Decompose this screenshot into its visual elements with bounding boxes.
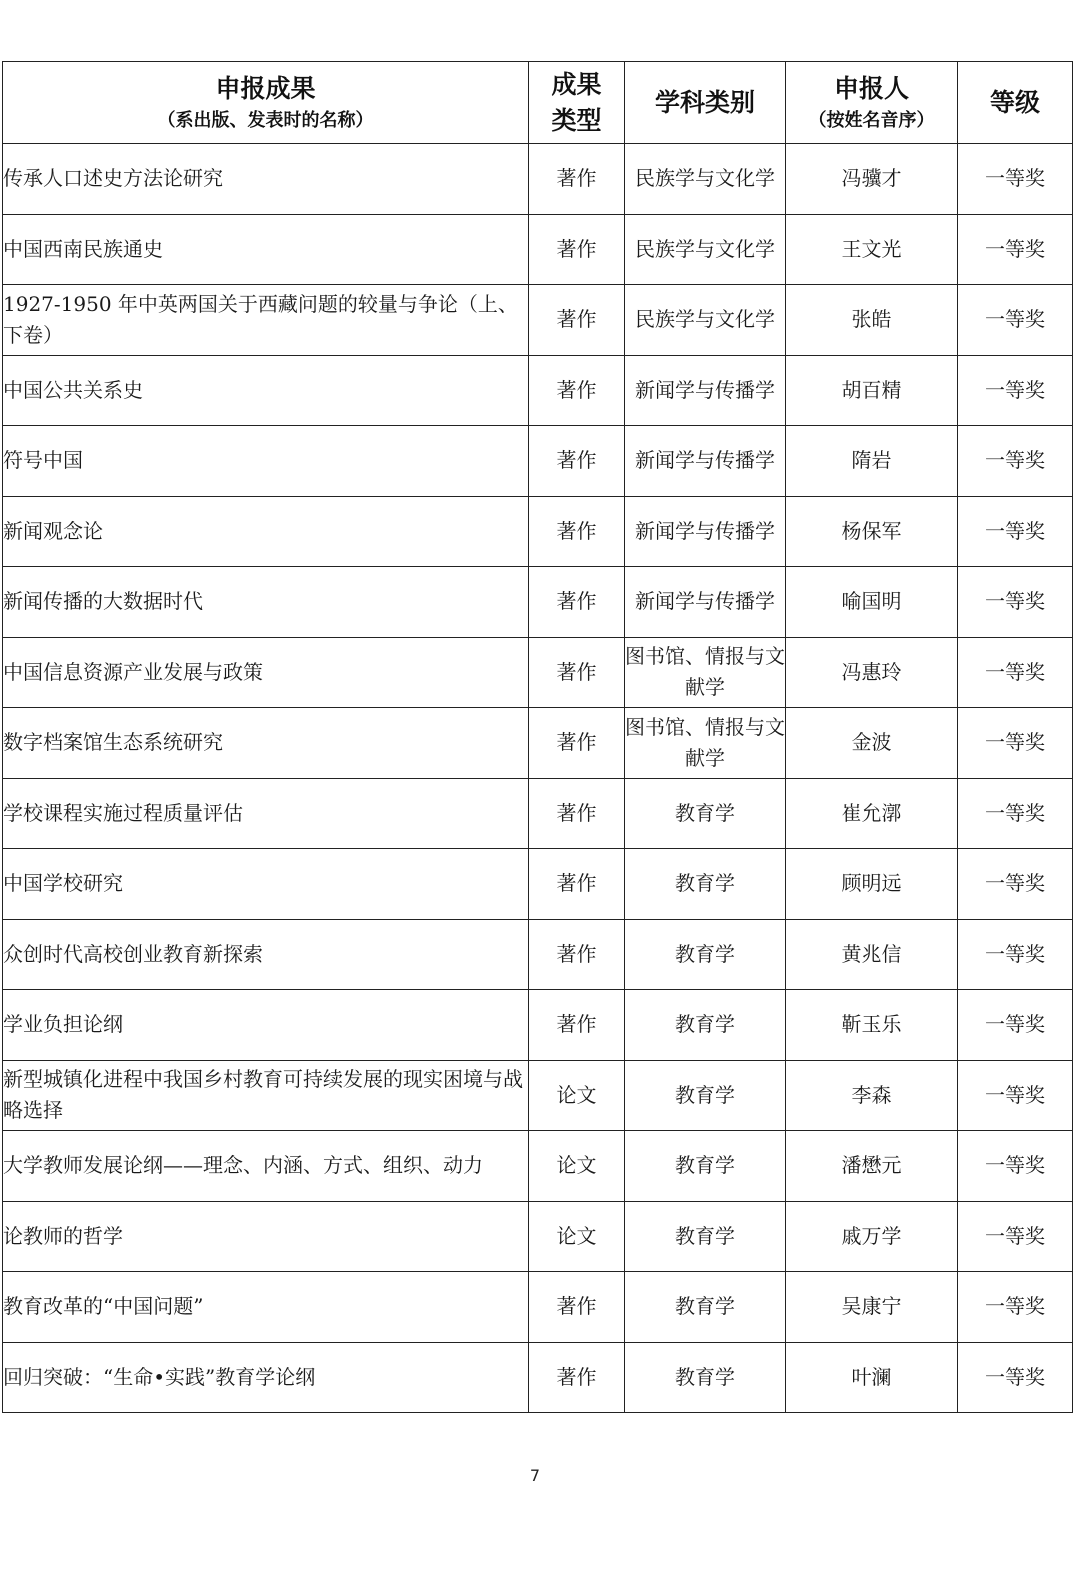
cell-subject: 新闻学与传播学 xyxy=(625,567,786,638)
cell-subject: 教育学 xyxy=(625,1131,786,1202)
cell-subject: 民族学与文化学 xyxy=(625,285,786,356)
cell-title: 中国西南民族通史 xyxy=(3,214,529,285)
cell-applicant: 顾明远 xyxy=(786,849,958,920)
header-applicant xyxy=(786,62,958,144)
cell-title: 教育改革的“中国问题” xyxy=(3,1272,529,1343)
cell-applicant: 戚万学 xyxy=(786,1201,958,1272)
cell-title: 众创时代高校创业教育新探索 xyxy=(3,919,529,990)
header-achievement-note: （系出版、发表时的名称） xyxy=(157,109,374,131)
cell-level: 一等奖 xyxy=(958,355,1073,426)
cell-title: 1927-1950 年中英两国关于西藏问题的较量与争论（上、下卷） xyxy=(3,285,529,356)
cell-subject: 教育学 xyxy=(625,1342,786,1413)
table-row xyxy=(3,144,1073,215)
cell-subject: 民族学与文化学 xyxy=(625,144,786,215)
cell-level: 一等奖 xyxy=(958,144,1073,215)
cell-subject: 教育学 xyxy=(625,1060,786,1131)
cell-type: 著作 xyxy=(529,285,625,356)
cell-type: 著作 xyxy=(529,214,625,285)
page-number: 7 xyxy=(529,1466,541,1485)
table-row xyxy=(3,496,1073,567)
cell-level: 一等奖 xyxy=(958,285,1073,356)
cell-title: 传承人口述史方法论研究 xyxy=(3,144,529,215)
table-row xyxy=(3,990,1073,1061)
cell-type: 著作 xyxy=(529,637,625,708)
table-row xyxy=(3,355,1073,426)
table-row xyxy=(3,778,1073,849)
table-header-row xyxy=(3,62,1073,144)
header-type xyxy=(529,62,625,144)
cell-applicant: 冯惠玲 xyxy=(786,637,958,708)
header-subject-label: 学科类别 xyxy=(654,87,755,117)
cell-level: 一等奖 xyxy=(958,496,1073,567)
cell-level: 一等奖 xyxy=(958,1201,1073,1272)
table-row xyxy=(3,1131,1073,1202)
cell-subject: 教育学 xyxy=(625,1272,786,1343)
cell-level: 一等奖 xyxy=(958,1131,1073,1202)
cell-title: 中国公共关系史 xyxy=(3,355,529,426)
cell-type: 著作 xyxy=(529,1342,625,1413)
table-row xyxy=(3,637,1073,708)
cell-title: 中国学校研究 xyxy=(3,849,529,920)
cell-type: 著作 xyxy=(529,144,625,215)
cell-type: 著作 xyxy=(529,426,625,497)
cell-level: 一等奖 xyxy=(958,567,1073,638)
cell-applicant: 吴康宁 xyxy=(786,1272,958,1343)
cell-level: 一等奖 xyxy=(958,1060,1073,1131)
cell-type: 论文 xyxy=(529,1201,625,1272)
cell-title: 大学教师发展论纲——理念、内涵、方式、组织、动力 xyxy=(3,1131,529,1202)
cell-level: 一等奖 xyxy=(958,919,1073,990)
table-row xyxy=(3,214,1073,285)
cell-title: 符号中国 xyxy=(3,426,529,497)
cell-title: 数字档案馆生态系统研究 xyxy=(3,708,529,779)
cell-applicant: 李森 xyxy=(786,1060,958,1131)
header-applicant-note: （按姓名音序） xyxy=(808,109,935,131)
cell-type: 论文 xyxy=(529,1060,625,1131)
header-achievement-label: 申报成果 xyxy=(215,73,316,103)
cell-title: 新闻传播的大数据时代 xyxy=(3,567,529,638)
cell-title: 学校课程实施过程质量评估 xyxy=(3,778,529,849)
cell-level: 一等奖 xyxy=(958,1342,1073,1413)
table-row xyxy=(3,1342,1073,1413)
cell-level: 一等奖 xyxy=(958,426,1073,497)
cell-applicant: 靳玉乐 xyxy=(786,990,958,1061)
cell-subject: 教育学 xyxy=(625,1201,786,1272)
cell-level: 一等奖 xyxy=(958,708,1073,779)
cell-type: 著作 xyxy=(529,567,625,638)
cell-applicant: 叶澜 xyxy=(786,1342,958,1413)
table-row xyxy=(3,567,1073,638)
cell-subject: 教育学 xyxy=(625,990,786,1061)
cell-title: 新闻观念论 xyxy=(3,496,529,567)
cell-type: 著作 xyxy=(529,778,625,849)
header-achievement xyxy=(3,62,529,144)
cell-title: 中国信息资源产业发展与政策 xyxy=(3,637,529,708)
table-row xyxy=(3,1272,1073,1343)
header-subject xyxy=(625,62,786,144)
cell-type: 著作 xyxy=(529,849,625,920)
cell-applicant: 张皓 xyxy=(786,285,958,356)
table-row xyxy=(3,1201,1073,1272)
award-list-table xyxy=(2,61,1073,1413)
cell-type: 著作 xyxy=(529,919,625,990)
cell-applicant: 隋岩 xyxy=(786,426,958,497)
cell-subject: 民族学与文化学 xyxy=(625,214,786,285)
cell-subject: 新闻学与传播学 xyxy=(625,496,786,567)
cell-level: 一等奖 xyxy=(958,637,1073,708)
cell-applicant: 喻国明 xyxy=(786,567,958,638)
header-level-label: 等级 xyxy=(989,87,1040,117)
cell-applicant: 胡百精 xyxy=(786,355,958,426)
table-row xyxy=(3,285,1073,356)
cell-type: 著作 xyxy=(529,1272,625,1343)
cell-level: 一等奖 xyxy=(958,990,1073,1061)
header-applicant-label: 申报人 xyxy=(833,73,909,103)
cell-subject: 教育学 xyxy=(625,849,786,920)
cell-subject: 图书馆、情报与文献学 xyxy=(625,637,786,708)
cell-type: 著作 xyxy=(529,708,625,779)
cell-level: 一等奖 xyxy=(958,778,1073,849)
cell-applicant: 杨保军 xyxy=(786,496,958,567)
cell-subject: 新闻学与传播学 xyxy=(625,426,786,497)
cell-subject: 教育学 xyxy=(625,919,786,990)
cell-level: 一等奖 xyxy=(958,849,1073,920)
table-row xyxy=(3,1060,1073,1131)
cell-applicant: 黄兆信 xyxy=(786,919,958,990)
cell-subject: 图书馆、情报与文献学 xyxy=(625,708,786,779)
cell-title: 论教师的哲学 xyxy=(3,1201,529,1272)
table-row xyxy=(3,708,1073,779)
table-row xyxy=(3,849,1073,920)
cell-type: 著作 xyxy=(529,355,625,426)
header-level xyxy=(958,62,1073,144)
header-type-line1: 成果 xyxy=(551,69,602,99)
cell-title: 回归突破：“生命•实践”教育学论纲 xyxy=(3,1342,529,1413)
cell-type: 著作 xyxy=(529,496,625,567)
cell-title: 学业负担论纲 xyxy=(3,990,529,1061)
header-type-line2: 类型 xyxy=(551,105,602,135)
table-row xyxy=(3,426,1073,497)
cell-type: 著作 xyxy=(529,990,625,1061)
cell-applicant: 潘懋元 xyxy=(786,1131,958,1202)
cell-subject: 教育学 xyxy=(625,778,786,849)
cell-applicant: 崔允漷 xyxy=(786,778,958,849)
cell-applicant: 王文光 xyxy=(786,214,958,285)
cell-applicant: 金波 xyxy=(786,708,958,779)
cell-subject: 新闻学与传播学 xyxy=(625,355,786,426)
cell-applicant: 冯骥才 xyxy=(786,144,958,215)
cell-level: 一等奖 xyxy=(958,1272,1073,1343)
cell-level: 一等奖 xyxy=(958,214,1073,285)
cell-type: 论文 xyxy=(529,1131,625,1202)
cell-title: 新型城镇化进程中我国乡村教育可持续发展的现实困境与战略选择 xyxy=(3,1060,529,1131)
table-row xyxy=(3,919,1073,990)
